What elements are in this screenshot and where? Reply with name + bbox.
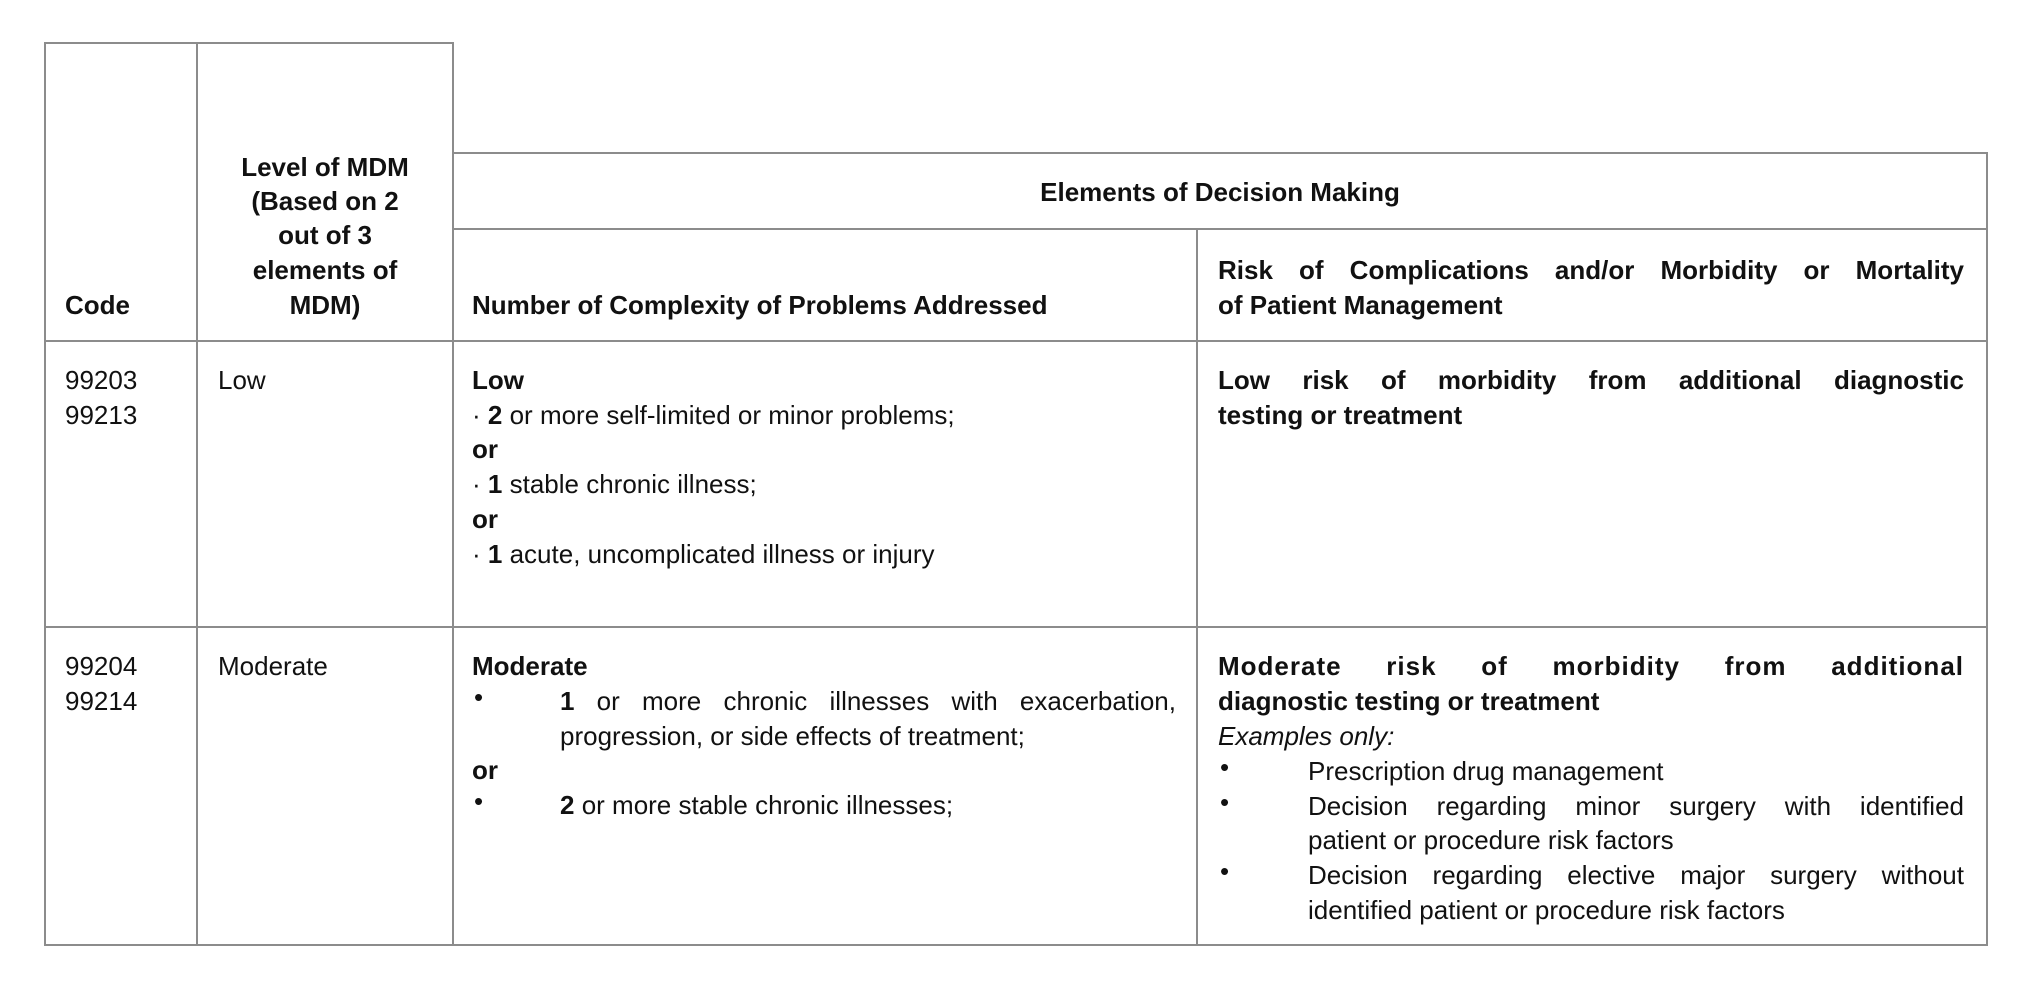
- grid-line: [44, 626, 1988, 628]
- grid-line: [1986, 152, 1988, 946]
- risk-example-continued: patient or procedure risk factors: [1308, 825, 1674, 855]
- problem-count: 1: [487, 469, 503, 499]
- header-problems: Number of Complexity of Problems Addressed: [472, 290, 1048, 320]
- bullet-disc: •: [1220, 752, 1230, 782]
- risk-example-continued: identified patient or procedure risk factors: [1308, 895, 1785, 925]
- grid-line: [452, 228, 1988, 230]
- header-level-line: Level of MDM: [241, 152, 409, 182]
- row-level: Low: [218, 365, 266, 395]
- problem-count: 1: [560, 686, 575, 716]
- bullet-dot: ·: [472, 469, 481, 499]
- row-code: 99214: [65, 686, 138, 716]
- risk-line: Low risk of morbidity from additional diagnostic: [1218, 365, 1964, 395]
- row-level: Moderate: [218, 651, 328, 681]
- problems-title: Moderate: [472, 651, 588, 681]
- grid-line: [44, 42, 46, 946]
- problem-item-continued: progression, or side effects of treatment;: [560, 721, 1025, 751]
- row-code: 99203: [65, 365, 138, 395]
- header-elements: Elements of Decision Making: [1040, 177, 1400, 207]
- problem-count: 1: [487, 539, 503, 569]
- problem-text: or more chronic illnesses with exacerbation,: [574, 686, 1176, 716]
- problem-item: [560, 788, 953, 822]
- bullet-disc: •: [474, 682, 484, 712]
- risk-line: testing or treatment: [1218, 400, 1463, 430]
- row-code: 99204: [65, 651, 138, 681]
- header-level-line: elements of: [252, 255, 398, 285]
- bullet-disc: •: [1220, 856, 1230, 886]
- problem-count: 2: [487, 400, 503, 430]
- risk-line: diagnostic testing or treatment: [1218, 686, 1600, 716]
- grid-line: [44, 340, 1988, 342]
- header-level-line: (Based on 2: [251, 186, 399, 216]
- grid-line: [44, 42, 454, 44]
- problem-item: [472, 398, 955, 432]
- grid-line: [44, 944, 1988, 946]
- or-label: or: [472, 434, 498, 464]
- header-code: Code: [65, 290, 130, 320]
- grid-line: [1196, 228, 1198, 946]
- problem-item: [560, 684, 1176, 718]
- or-label: or: [472, 504, 498, 534]
- risk-example: Decision regarding minor surgery with identified: [1308, 791, 1964, 821]
- risk-example: Prescription drug management: [1308, 756, 1664, 786]
- header-risk-line: of Patient Management: [1218, 290, 1503, 320]
- problem-text: or more stable chronic illnesses;: [574, 790, 954, 820]
- risk-line: Moderate risk of morbidity from additional: [1218, 651, 1964, 681]
- bullet-dot: ·: [472, 400, 481, 430]
- examples-label: Examples only:: [1218, 721, 1395, 751]
- problem-text: stable chronic illness;: [502, 469, 757, 499]
- bullet-disc: •: [1220, 787, 1230, 817]
- problem-text: acute, uncomplicated illness or injury: [502, 539, 935, 569]
- problem-count: 2: [560, 790, 575, 820]
- problem-text: or more self-limited or minor problems;: [502, 400, 955, 430]
- risk-example: Decision regarding elective major surgery without: [1308, 860, 1964, 890]
- problem-item: [472, 467, 757, 501]
- header-risk-line: Risk of Complications and/or Morbidity or Mortality: [1218, 255, 1964, 285]
- header-level-line: out of 3: [278, 220, 372, 250]
- header-level-line: MDM): [289, 290, 361, 320]
- row-code: 99213: [65, 400, 138, 430]
- grid-line: [452, 152, 1988, 154]
- problems-title: Low: [472, 365, 524, 395]
- bullet-dot: ·: [472, 539, 481, 569]
- problem-item: [472, 537, 934, 571]
- bullet-disc: •: [474, 786, 484, 816]
- or-label: or: [472, 755, 498, 785]
